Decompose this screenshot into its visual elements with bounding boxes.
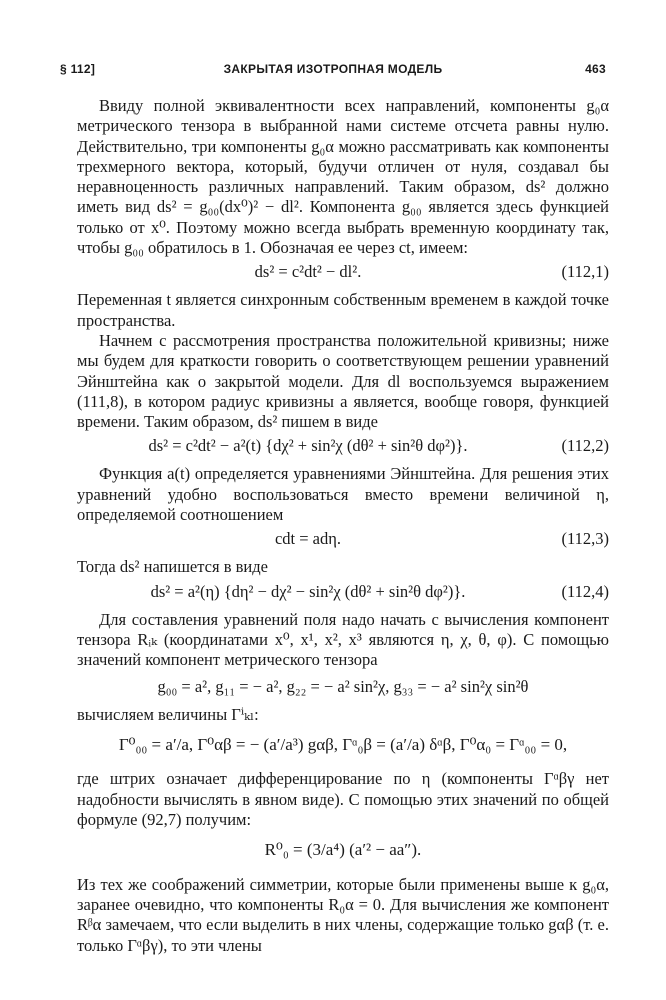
christoffel-symbols-equation: Γ⁰₀₀ = a′/a, Γ⁰αβ = − (a′/a³) gαβ, Γᵅ₀β = (a′/a) δᵅβ, Γ⁰α₀ = Γᵅ₀₀ = 0, [118, 735, 568, 755]
paragraph-9: Из тех же соображений симметрии, которые были применены выше к g₀α, заранее очевидно, что компоненты R₀α = 0. Для вычисления же компонент Rᵝα замечаем, что если выделить в них члены, содержащие только gαβ (т. е. только Γᵅβγ), то эти члены [77, 874, 609, 955]
ricci-component-equation: R⁰₀ = (3/a⁴) (a′² − aa″). [264, 840, 422, 860]
paragraph-3: Начнем с рассмотрения пространства положительной кривизны; ниже мы будем для краткости говорить о соответствующем решении уравнений Эйнштейна как о закрытой модели. Для dl воспользуемся выражением (111,8), в котором радиус кривизны a является, вообще говоря, функцией времени. Таким образом, ds² пишем в виде [77, 330, 609, 432]
paragraph-1: Ввиду полной эквивалентности всех направлений, компоненты g₀α метрического тензора в выбранной нами системе отсчета равны нулю. Действительно, три компоненты g₀α можно рассматривать как компоненты трехмерного вектора, который, будучи отличен от нуля, создавал бы неравноценность различных направлений. Таким образом, ds² должно иметь вид ds² = g₀₀(dx⁰)² − dl². Компонента g₀₀ является здесь функцией только от x⁰. Поэтому можно всегда выбрать временную координату так, чтобы g₀₀ обратилось в 1. Обозначая ее через ct, имеем: [77, 96, 609, 258]
paragraph-8: где штрих означает дифференцирование по η (компоненты Γᵅβγ нет надобности вычислять в явном виде). С помощью этих значений по общей формуле (92,7) получим: [77, 769, 609, 830]
equation-112-3 [77, 529, 609, 551]
page-body [77, 96, 609, 956]
equation-body: ds² = c²dt² − dl². [254, 262, 362, 282]
equation-body: cdt = adη. [274, 529, 342, 549]
paragraph-2: Переменная t является синхронным собственным временем в каждой точке пространства. [77, 290, 609, 330]
equation-112-4 [77, 582, 609, 604]
section-number: § 112] [60, 62, 96, 76]
equation-112-1 [77, 262, 609, 284]
equation-number: (112,4) [561, 581, 609, 601]
paragraph-4: Функция a(t) определяется уравнениями Эйнштейна. Для решения этих уравнений удобно воспользоваться вместо времени величиной η, определяемой соотношением [77, 464, 609, 525]
equation-body: ds² = c²dt² − a²(t) {dχ² + sin²χ (dθ² + sin²θ dφ²)}. [148, 436, 468, 456]
equation-112-2 [77, 436, 609, 458]
paragraph-6: Для составления уравнений поля надо начать с вычисления компонент тензора Rᵢₖ (координатами x⁰, x¹, x², x³ являются η, χ, θ, φ). С помощью значений компонент метрического тензора [77, 609, 609, 670]
metric-components-equation: g₀₀ = a², g₁₁ = − a², g₂₂ = − a² sin²χ, g₃₃ = − a² sin²χ sin²θ [157, 676, 529, 696]
page-number: 463 [585, 62, 606, 76]
paragraph-5: Тогда ds² напишется в виде [77, 557, 268, 577]
equation-body: ds² = a²(η) {dη² − dχ² − sin²χ (dθ² + sin²θ dφ²)}. [150, 581, 466, 601]
equation-number: (112,2) [561, 436, 609, 456]
running-header [60, 62, 606, 82]
equation-number: (112,1) [561, 262, 609, 282]
running-title: ЗАКРЫТАЯ ИЗОТРОПНАЯ МОДЕЛЬ [223, 62, 443, 76]
paragraph-7: вычисляем величины Γⁱₖₗ: [77, 704, 259, 724]
equation-number: (112,3) [561, 529, 609, 549]
